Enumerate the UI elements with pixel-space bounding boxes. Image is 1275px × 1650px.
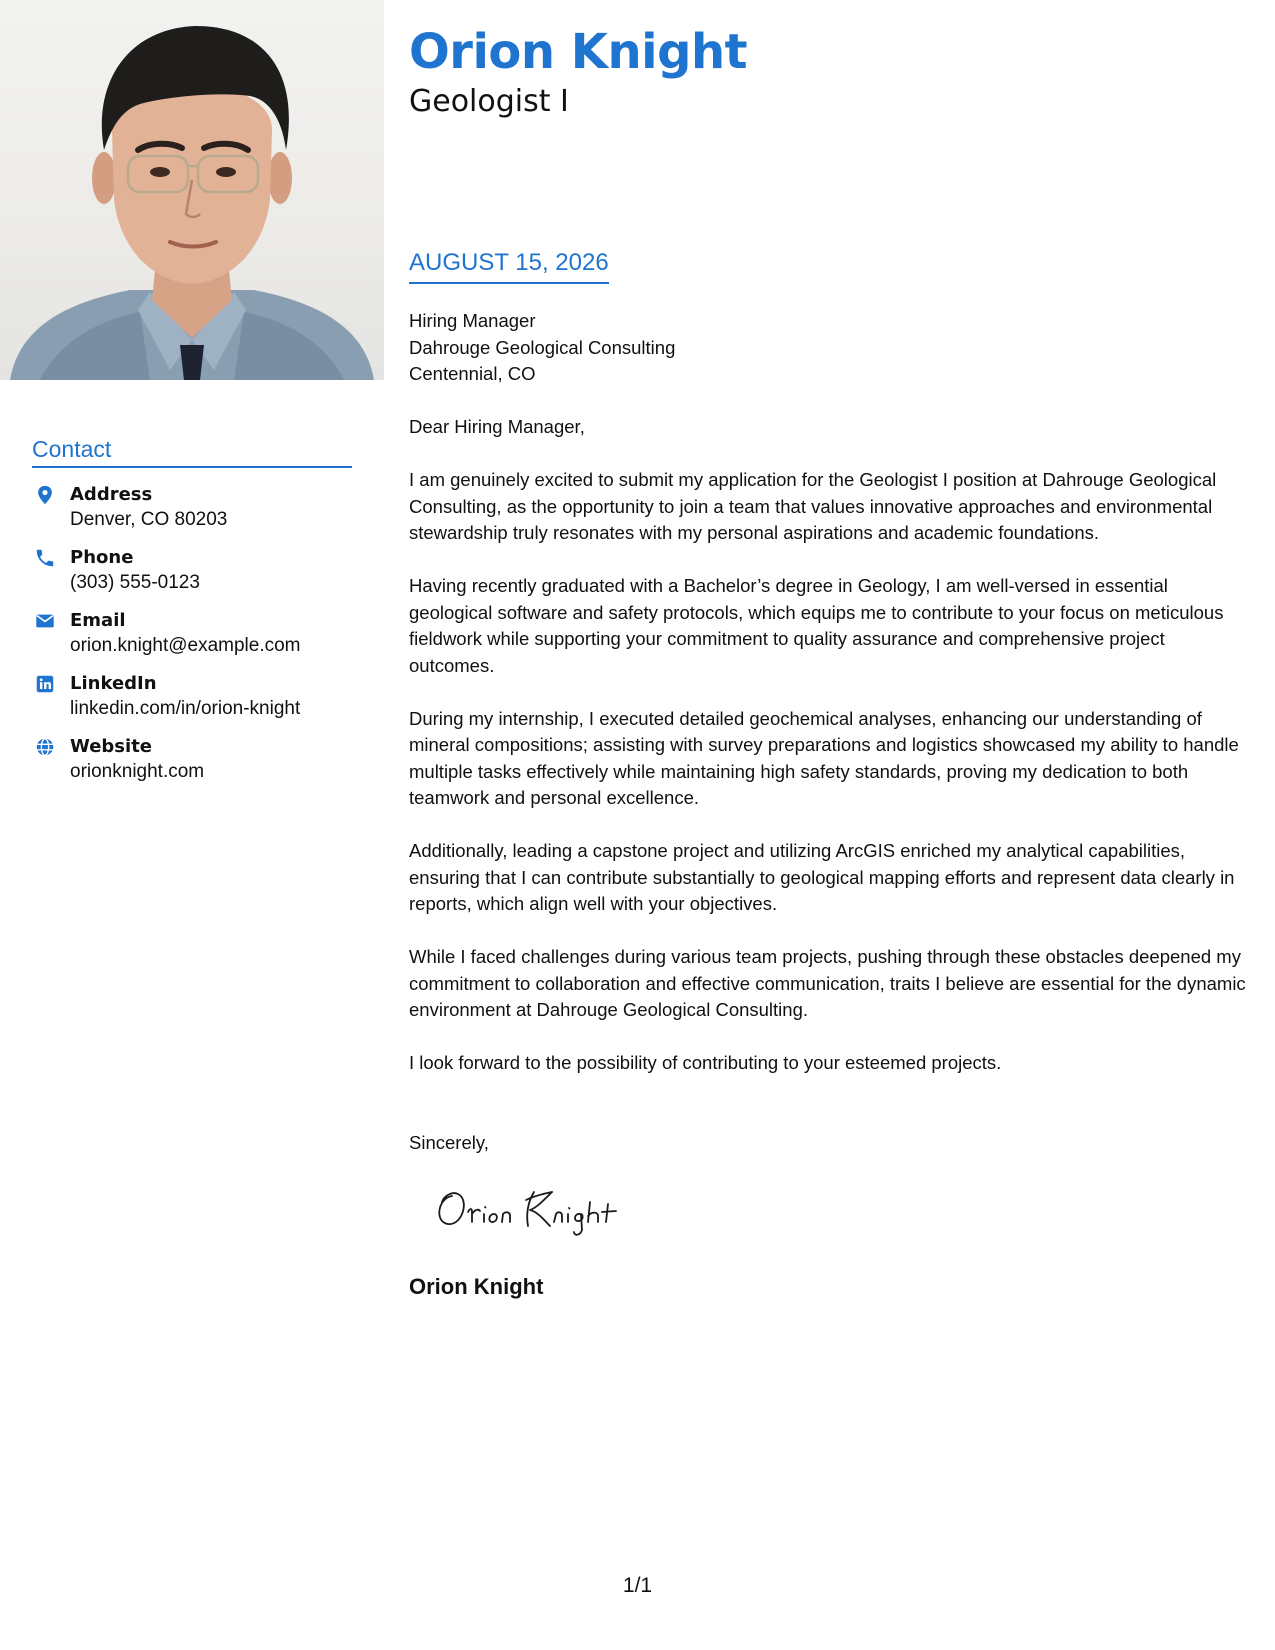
recipient-line: Hiring Manager (409, 310, 536, 331)
recipient-line: Dahrouge Geological Consulting (409, 336, 676, 358)
contact-linkedin-label: LinkedIn (70, 673, 157, 694)
map-pin-icon (34, 484, 56, 506)
contact-section (32, 436, 352, 797)
contact-email-label: Email (70, 610, 126, 631)
contact-email (32, 608, 352, 658)
contact-linkedin-value[interactable]: linkedin.com/in/orion-knight (70, 698, 301, 719)
contact-website-value[interactable]: orionknight.com (70, 761, 205, 782)
globe-icon (34, 736, 56, 758)
contact-phone (32, 545, 352, 595)
salutation: Dear Hiring Manager, (409, 416, 585, 437)
contact-phone-value: (303) 555-0123 (70, 572, 200, 593)
signature-image (430, 1178, 660, 1238)
profile-photo (0, 0, 384, 380)
contact-linkedin (32, 671, 352, 721)
letter-paragraph: Additionally, leading a capstone project and utilizing ArcGIS enriched my analytical capabilities, ensuring that I can contribute substantially to geological mapping efforts and represent data clearly in reports, which align well with your objectives. (409, 840, 1235, 914)
letter-date: AUGUST 15, 2026 (409, 248, 609, 284)
contact-address-value: Denver, CO 80203 (70, 509, 228, 530)
letter-paragraph: I look forward to the possibility of contributing to your esteemed projects. (409, 1052, 1002, 1073)
page-number: 1/1 (622, 1574, 653, 1597)
letter-paragraph: While I faced challenges during various team projects, pushing through these obstacles deepened my commitment to collaboration and effective communication, traits I believe are essential for the dynamic environment at Dahrouge Geological Consulting. (409, 946, 1246, 1020)
contact-website-label: Website (70, 736, 153, 757)
letter-body (409, 414, 1254, 1103)
letter-paragraph: During my internship, I executed detailed geochemical analyses, enhancing our understanding of mineral compositions; assisting with survey preparations and logistics showcased my ability to handle multiple tasks effectively while maintaining high safety standards, proving my dedication to both teamwork and personal excellence. (409, 707, 1239, 808)
signed-name: Orion Knight (409, 1274, 544, 1299)
portrait-illustration (0, 0, 384, 380)
contact-email-value[interactable]: orion.knight@example.com (70, 635, 301, 656)
contact-website (32, 734, 352, 784)
closing: Sincerely, (409, 1132, 489, 1153)
letter-paragraph: Having recently graduated with a Bachelor’s degree in Geology, I am well-versed in essential geological software and safety protocols, which equips me to contribute to your focus on meticulous fieldwork while supporting your commitment to quality assurance and comprehensive project outcomes. (409, 575, 1224, 676)
applicant-title: Geologist I (409, 84, 569, 119)
recipient-line: Centennial, CO (409, 363, 536, 384)
linkedin-icon (34, 673, 56, 695)
envelope-icon (34, 610, 56, 632)
contact-heading: Contact (32, 436, 352, 468)
contact-phone-label: Phone (70, 547, 134, 568)
letter-paragraph: I am genuinely excited to submit my application for the Geologist I position at Dahrouge Geological Consulting, as the opportunity to join a team that values innovative approaches and environmental stewardship truly resonates with my personal aspirations and academic foundations. (409, 469, 1217, 543)
phone-icon (34, 547, 56, 569)
contact-address (32, 482, 352, 532)
contact-address-label: Address (70, 484, 153, 505)
recipient-block (409, 308, 675, 388)
applicant-name: Orion Knight (409, 24, 748, 80)
